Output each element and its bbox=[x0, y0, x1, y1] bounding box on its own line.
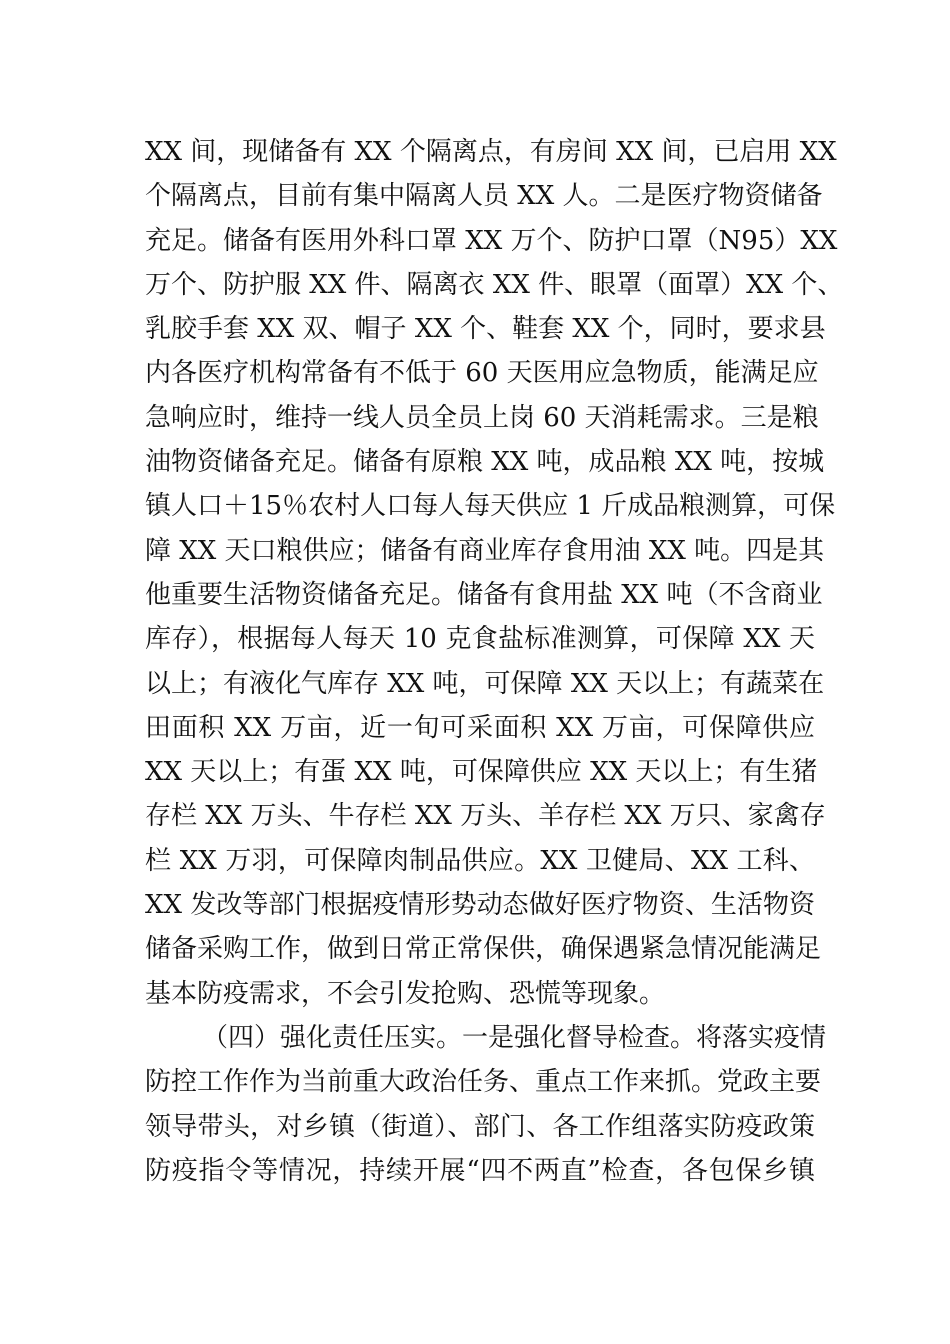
text-line: 以上；有液化气库存 XX 吨，可保障 XX 天以上；有蔬菜在 bbox=[145, 668, 825, 699]
text-line: 防控工作作为当前重大政治任务、重点工作来抓。党政主要 bbox=[145, 1067, 822, 1098]
text-line: 乳胶手套 XX 双、帽子 XX 个、鞋套 XX 个，同时，要求县 bbox=[145, 314, 826, 345]
text-line: 储备采购工作，做到日常正常保供，确保遇紧急情况能满足 bbox=[145, 934, 822, 965]
text-line: 充足。储备有医用外科口罩 XX 万个、防护口罩（N95）XX bbox=[145, 225, 838, 256]
text-line: 他重要生活物资储备充足。储备有食用盐 XX 吨（不含商业 bbox=[145, 579, 823, 610]
text-line: 领导带头，对乡镇（街道）、部门、各工作组落实防疫政策 bbox=[145, 1111, 815, 1142]
section-heading-line: （四）强化责任压实。一是强化督导检查。将落实疫情 bbox=[202, 1022, 827, 1053]
text-line: 防疫指令等情况，持续开展“四不两直”检查，各包保乡镇 bbox=[145, 1155, 815, 1186]
text-line: XX 间，现储备有 XX 个隔离点，有房间 XX 间，已启用 XX bbox=[145, 137, 837, 167]
text-line: 急响应时，维持一线人员全员上岗 60 天消耗需求。三是粮 bbox=[145, 402, 819, 433]
paragraph-end-line: 基本防疫需求，不会引发抢购、恐慌等现象。 bbox=[145, 978, 666, 1009]
body-text bbox=[145, 130, 844, 1193]
text-line: XX 天以上；有蛋 XX 吨，可保障供应 XX 天以上；有生猪 bbox=[145, 757, 818, 788]
text-line: 万个、防护服 XX 件、隔离衣 XX 件、眼罩（面罩）XX 个、 bbox=[145, 269, 844, 300]
text-line: 田面积 XX 万亩，近一旬可采面积 XX 万亩，可保障供应 bbox=[145, 712, 815, 743]
text-line: 库存），根据每人每天 10 克食盐标准测算，可保障 XX 天 bbox=[145, 624, 815, 655]
text-line: 个隔离点，目前有集中隔离人员 XX 人。二是医疗物资储备 bbox=[145, 181, 823, 212]
text-line: 镇人口＋15％农村人口每人每天供应 1 斤成品粮测算，可保 bbox=[145, 491, 836, 522]
text-line: 障 XX 天口粮供应；储备有商业库存食用油 XX 吨。四是其 bbox=[145, 535, 825, 566]
text-line: 内各医疗机构常备有不低于 60 天医用应急物质，能满足应 bbox=[145, 358, 819, 389]
text-line: 存栏 XX 万头、牛存栏 XX 万头、羊存栏 XX 万只、家禽存 bbox=[145, 801, 826, 832]
text-line: 油物资储备充足。储备有原粮 XX 吨，成品粮 XX 吨，按城 bbox=[145, 447, 825, 478]
text-line: XX 发改等部门根据疫情形势动态做好医疗物资、生活物资 bbox=[145, 890, 815, 921]
text-line: 栏 XX 万羽，可保障肉制品供应。XX 卫健局、XX 工科、 bbox=[145, 845, 815, 876]
